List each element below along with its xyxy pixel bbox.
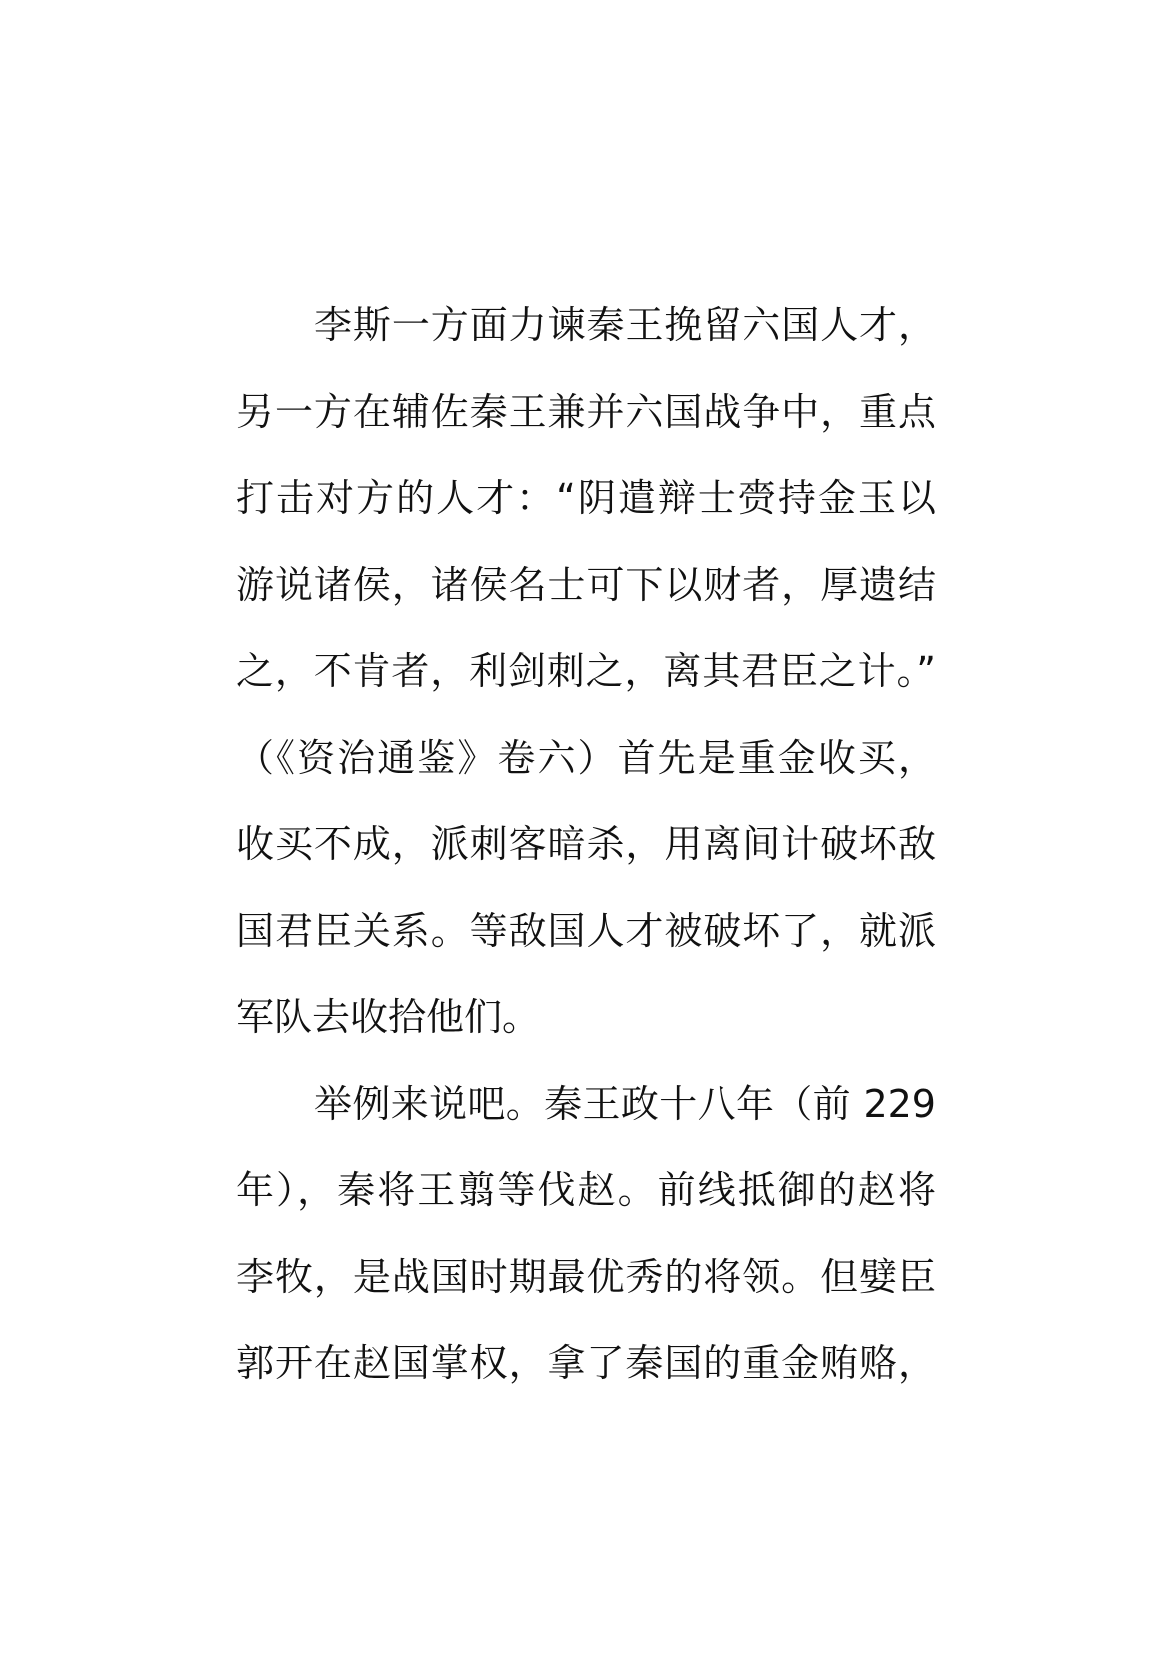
paragraph-1-line-7: 收买不成，派刺客暗杀，用离间计破坏敌 — [236, 822, 936, 866]
body-text — [236, 282, 936, 1407]
paragraph-1-line-1: 李斯一方面力谏秦王挽留六国人才， — [314, 303, 936, 347]
paragraph-1-line-8: 国君臣关系。等敌国人才被破坏了，就派 — [236, 908, 936, 953]
paragraph-1-line-2: 另一方在辅佐秦王兼并六国战争中，重点 — [236, 389, 936, 434]
paragraph-1-line-9: 军队去收拾他们。 — [236, 995, 541, 1039]
paragraph-2-line-1: 举例来说吧。秦王政十八年（前 229 — [314, 1081, 936, 1126]
paragraph-1-line-6: （《资治通鉴》卷六）首先是重金收买， — [236, 735, 936, 780]
paragraph-1-line-3: 打击对方的人才：“阴遣辩士赍持金玉以 — [236, 476, 936, 520]
paragraph-2-line-2: 年），秦将王翦等伐赵。前线抵御的赵将 — [236, 1168, 936, 1212]
paragraph-1-line-5: 之，不肯者，利剑刺之，离其君臣之计。” — [236, 649, 936, 693]
paragraph-1-line-4: 游说诸侯，诸侯名士可下以财者，厚遗结 — [236, 562, 936, 607]
paragraph-2-line-3: 李牧，是战国时期最优秀的将领。但嬖臣 — [236, 1254, 936, 1299]
paragraph-2-line-4: 郭开在赵国掌权，拿了秦国的重金贿赂， — [236, 1341, 936, 1385]
